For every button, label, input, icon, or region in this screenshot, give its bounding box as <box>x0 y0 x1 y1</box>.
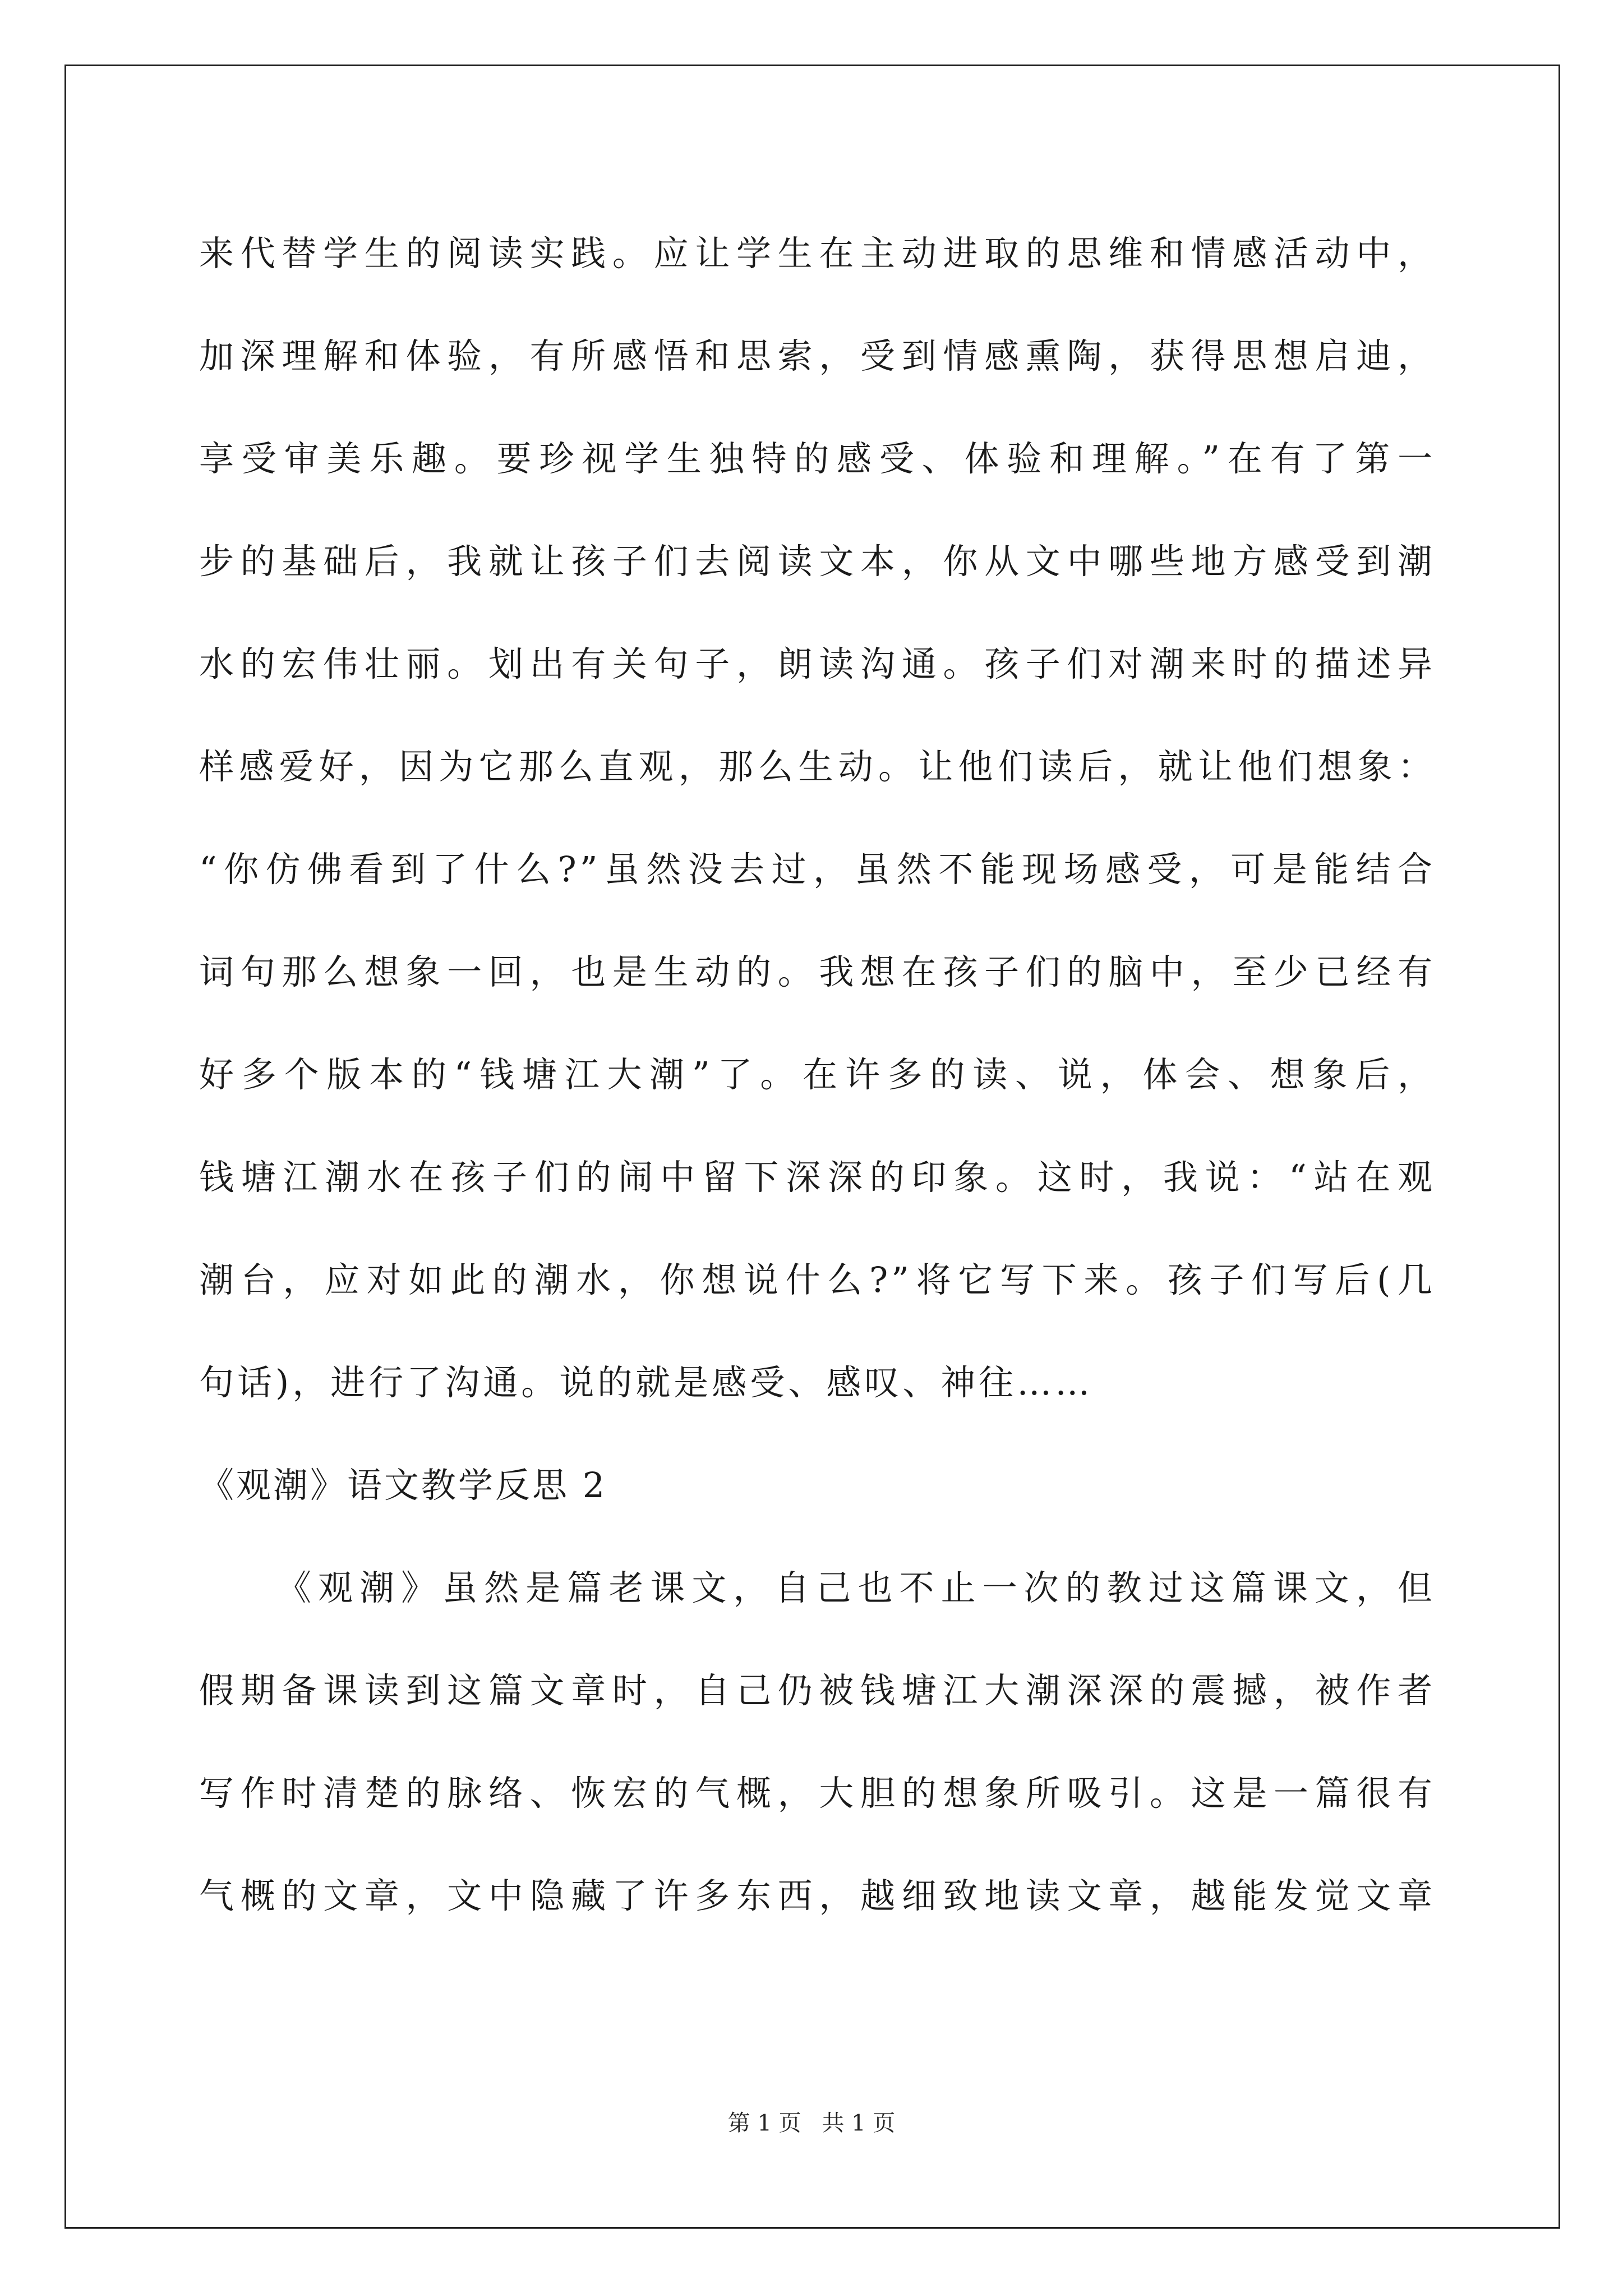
section-paragraph-line: 写作时清楚的脉络、恢宏的气概，大胆的想象所吸引。这是一篇很有 <box>199 1773 1436 1814</box>
page-footer <box>0 2106 1623 2140</box>
section-paragraph-line: 气概的文章，文中隐藏了许多东西，越细致地读文章，越能发觉文章 <box>199 1875 1436 1916</box>
section-title: 《观潮》语文教学反思 2 <box>199 1465 607 1506</box>
page-total: 共 1 页 <box>822 2110 896 2136</box>
page-number: 第 1 页 <box>727 2110 801 2136</box>
paragraph-line: 词句那么想象一回，也是生动的。我想在孩子们的脑中，至少已经有 <box>199 951 1436 992</box>
paragraph-line: 步的基础后，我就让孩子们去阅读文本，你从文中哪些地方感受到潮 <box>199 541 1436 582</box>
section-paragraph-line: 假期备课读到这篇文章时，自己仍被钱塘江大潮深深的震撼，被作者 <box>199 1670 1436 1711</box>
paragraph-line: 样感爱好，因为它那么直观，那么生动。让他们读后，就让他们想象： <box>199 746 1436 787</box>
document-body <box>199 202 1436 1947</box>
paragraph-line: 享受审美乐趣。要珍视学生独特的感受、体验和理解。”在有了第一 <box>199 438 1436 479</box>
paragraph-line: 好多个版本的“钱塘江大潮”了。在许多的读、说，体会、想象后， <box>199 1054 1436 1095</box>
paragraph-line: 来代替学生的阅读实践。应让学生在主动进取的思维和情感活动中， <box>199 233 1436 274</box>
section-paragraph-first-line: 《观潮》虽然是篇老课文，自己也不止一次的教过这篇课文，但 <box>276 1567 1436 1608</box>
paragraph-line-last: 句话)，进行了沟通。说的就是感受、感叹、神往…… <box>199 1362 1094 1403</box>
paragraph-line: “你仿佛看到了什么?”虽然没去过，虽然不能现场感受，可是能结合 <box>199 849 1436 890</box>
paragraph-line: 水的宏伟壮丽。划出有关句子，朗读沟通。孩子们对潮来时的描述异 <box>199 643 1436 684</box>
paragraph-line: 钱塘江潮水在孩子们的闹中留下深深的印象。这时，我说：“站在观 <box>199 1157 1436 1198</box>
paragraph-line: 潮台，应对如此的潮水，你想说什么?”将它写下来。孩子们写后(几 <box>199 1259 1436 1300</box>
paragraph-line: 加深理解和体验，有所感悟和思索，受到情感熏陶，获得思想启迪， <box>199 335 1436 376</box>
